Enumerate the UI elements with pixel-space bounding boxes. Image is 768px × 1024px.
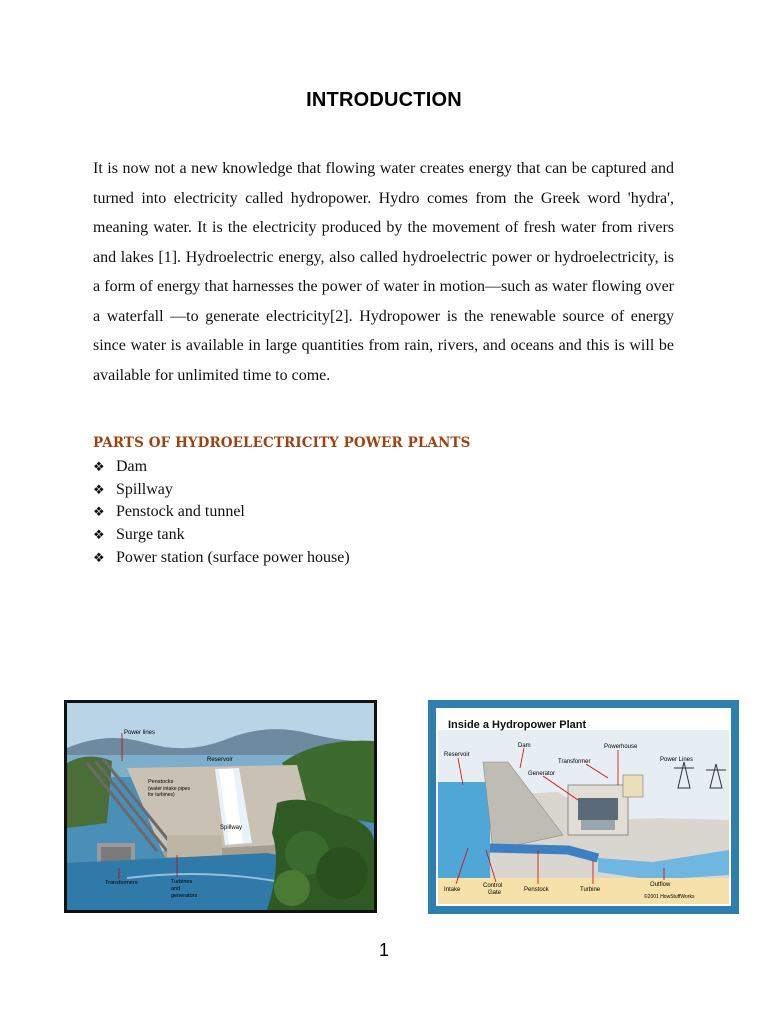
svg-text:and: and: [171, 886, 181, 892]
label-power-lines: Power lines: [124, 730, 156, 736]
label-reservoir: Reservoir: [207, 757, 233, 763]
parts-list: [93, 456, 350, 570]
diamond-bullet-icon: ❖: [93, 481, 105, 497]
dam-illustration-svg: [67, 703, 374, 910]
label-dam: Dam: [518, 743, 531, 749]
label-penstocks: Penstocks: [148, 779, 174, 785]
svg-text:for turbines): for turbines): [148, 792, 175, 798]
label-turbines: Turbines: [171, 879, 193, 885]
label-intake: Intake: [444, 887, 461, 893]
list-item: ❖ Penstock and tunnel: [93, 501, 350, 524]
intro-paragraph: It is now not a new knowledge that flowing water creates energy that can be captured and turned into electricity called hydropower. Hydro comes from the Greek word 'hydra', meaning water. It is the electricity produced by the movement of fresh water from rivers and lakes [1]. Hydroelectric energy, also called hydroelectric power or hydroelectricity, is a form of energy that harnesses the power of water in motion—such as water flowing over a waterfall —to generate electricity[2]. Hydropower is the renewable source of energy since water is available in large quantities from rain, rivers, and oceans and this is will be available for unlimited time to come.: [93, 160, 674, 384]
list-item: ❖ Power station (surface power house): [93, 547, 350, 570]
list-item: ❖ Surge tank: [93, 524, 350, 547]
dam-illustration: [64, 700, 377, 913]
svg-text:generators: generators: [171, 893, 198, 899]
label-outflow: Outflow: [650, 882, 671, 888]
diagram-title: Inside a Hydropower Plant: [448, 719, 587, 731]
label-powerhouse: Powerhouse: [604, 744, 638, 750]
hydropower-plant-diagram: [428, 700, 739, 914]
diamond-bullet-icon: ❖: [93, 549, 105, 565]
label-transformers: Transformers: [105, 880, 138, 886]
svg-text:Gate: Gate: [488, 890, 502, 896]
svg-text:(water intake pipes: (water intake pipes: [148, 786, 190, 792]
page-title: INTRODUCTION: [306, 89, 462, 111]
parts-heading: PARTS OF HYDROELECTRICITY POWER PLANTS: [93, 435, 471, 451]
hydropower-plant-diagram-svg: [428, 700, 739, 914]
label-spillway: Spillway: [220, 825, 243, 831]
label-transformer: Transformer: [558, 759, 591, 765]
diamond-bullet-icon: ❖: [93, 527, 105, 543]
label-penstock: Penstock: [524, 887, 549, 893]
credit-text: ©2001 HowStuffWorks: [644, 894, 695, 900]
label-reservoir: Reservoir: [444, 752, 470, 758]
diamond-bullet-icon: ❖: [93, 459, 105, 474]
label-control-gate: Control: [483, 883, 503, 889]
label-generator: Generator: [528, 771, 556, 777]
list-item: ❖ Spillway: [93, 479, 350, 502]
diamond-bullet-icon: ❖: [93, 504, 105, 520]
list-item: ❖ Dam: [93, 456, 350, 479]
page-number: 1: [378, 940, 389, 960]
label-power-lines: Power Lines: [660, 757, 694, 763]
label-turbine: Turbine: [580, 887, 601, 893]
